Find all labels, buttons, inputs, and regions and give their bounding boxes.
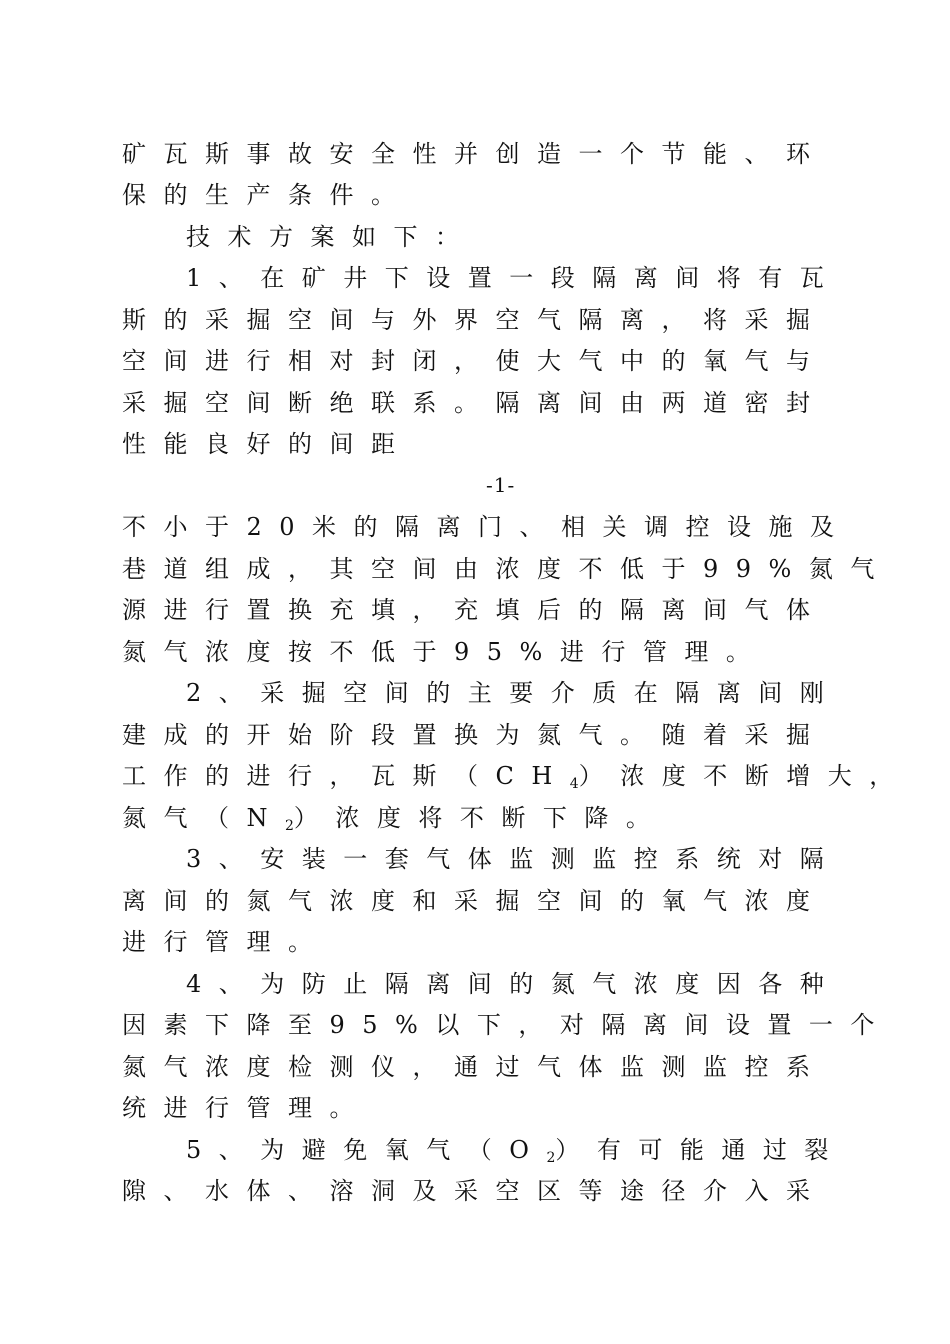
text-segment: ）浓度不断增大， [578,762,911,790]
chemical-formula: O [509,1136,547,1164]
text-line: 矿瓦斯事故安全性并创造一个节能、环 [122,140,828,168]
text-line: 4、为防止隔离间的氮气浓度因各种 [186,970,842,998]
text-line: 统进行管理。 [122,1094,371,1122]
subscript: 2 [546,1150,556,1166]
text-line: 氮气浓度检测仪，通过气体监测监控系 [122,1053,828,1081]
text-line: 技术方案如下： [186,223,477,251]
text-line: 3、安装一套气体监测监控系统对隔 [186,845,842,873]
text-segment: ）有可能通过裂 [555,1136,846,1164]
text-line: 离间的氮气浓度和采掘空间的氧气浓度 [122,887,828,915]
text-line: 1、在矿井下设置一段隔离间将有瓦 [186,264,842,292]
text-line: 巷道组成，其空间由浓度不低于99%氮气 [122,555,892,583]
subscript: 2 [285,818,294,834]
text-line [122,761,911,799]
text-line: 建成的开始阶段置换为氮气。随着采掘 [122,721,828,749]
text-line: 采掘空间断绝联系。隔离间由两道密封 [122,389,828,417]
text-line: 氮气浓度按不低于95%进行管理。 [122,638,768,666]
text-line: 空间进行相对封闭，使大气中的氧气与 [122,347,828,375]
text-line: 隙、水体、溶洞及采空区等途径介入采 [122,1177,828,1205]
text-line [186,1135,846,1173]
text-line: 斯的采掘空间与外界空气隔离，将采掘 [122,306,828,334]
text-line: 2、采掘空间的主要介质在隔离间刚 [186,679,842,707]
text-line: 因素下降至95%以下，对隔离间设置一个 [122,1011,892,1039]
subscript: 4 [569,776,579,792]
text-line: 进行管理。 [122,928,330,956]
text-line: 源进行置换充填，充填后的隔离间气体 [122,596,828,624]
text-line: 不小于20米的隔离门、相关调控设施及 [122,513,852,541]
chemical-formula: CH [495,762,570,790]
page-number: -1- [486,473,516,497]
text-segment: 氮气（ [122,804,247,832]
text-segment: 工作的进行，瓦斯（ [122,762,496,790]
text-line [122,803,667,841]
text-segment: 5、为避免氧气（ [186,1136,510,1164]
text-line: 保的生产条件。 [122,181,413,209]
chemical-formula: N [246,804,285,832]
text-line: 性能良好的间距 [122,430,413,458]
text-segment: ）浓度将不断下降。 [293,804,668,832]
